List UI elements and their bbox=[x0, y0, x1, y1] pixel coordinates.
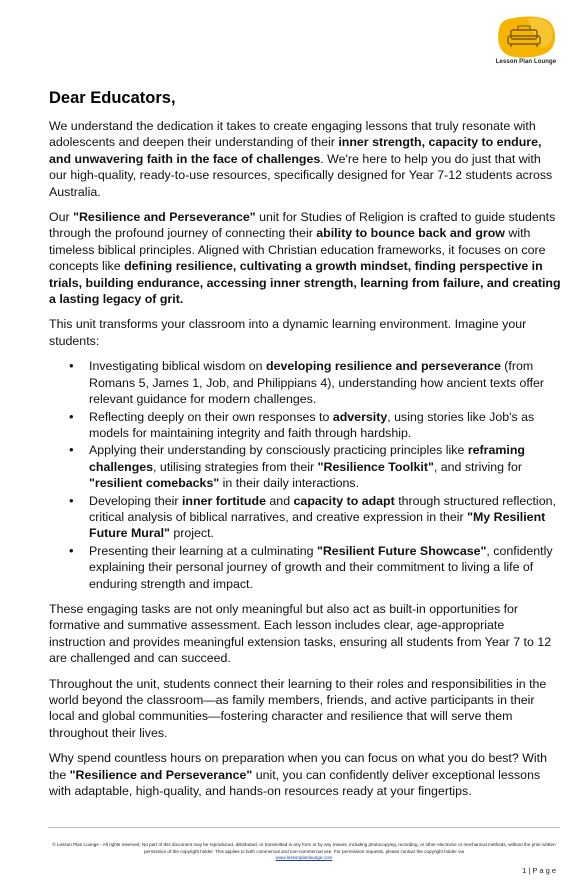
list-item bbox=[89, 543, 561, 592]
b3-bold-b: reframing challenges bbox=[89, 443, 525, 474]
b4-bold-b: inner fortitude bbox=[181, 493, 266, 508]
p1-bold-b: inner strength, capacity to endure, and unwavering faith in the face of challenges bbox=[49, 135, 542, 166]
transform-paragraph: This unit transforms your classroom into a dynamic learning environment. Imagine your students: bbox=[49, 317, 527, 348]
p2-text-a: Our bbox=[49, 210, 74, 225]
p2-bold-b: "Resilience and Perseverance" bbox=[73, 210, 256, 225]
b4-text-g: project. bbox=[169, 526, 214, 541]
connection-paragraph: Throughout the unit, students connect their learning to their roles and responsibilities in the world beyond the classroom—as family members, friends, and active participants in their local and global communities—fostering character and resilience that will serve them throughout their lives. bbox=[49, 676, 547, 740]
p2-bold-d: ability to bounce back and grow bbox=[316, 226, 505, 241]
p2-text-e: with timeless biblical principles. Aligned with Christian education frameworks, it focuses on core concepts like bbox=[49, 226, 546, 274]
unit-paragraph bbox=[49, 209, 561, 307]
student-activities-list bbox=[49, 358, 561, 592]
b4-bold-d: capacity to adapt bbox=[293, 493, 395, 508]
assessment-paragraph: These engaging tasks are not only meaningful but also act as built-in opportunities for formative and summative assessment. Each lesson includes clear, age-appropriate instruction and provides meaningful extension tasks, ensuring all students from Year 7 to 12 are challenged and can succeed. bbox=[49, 601, 552, 666]
b3-bold-f: "resilient comebacks" bbox=[89, 476, 220, 491]
b4-bold-f: "My Resilient Future Mural" bbox=[89, 509, 546, 541]
b4-text-c: and bbox=[265, 493, 294, 508]
closing-paragraph bbox=[49, 750, 561, 799]
footer-divider bbox=[48, 827, 560, 828]
b3-bold-d: "Resilience Toolkit" bbox=[317, 459, 434, 474]
brand-logo bbox=[490, 16, 562, 72]
list-item bbox=[89, 493, 561, 542]
b2-text-a: Reflecting deeply on their own responses to bbox=[89, 409, 333, 424]
list-item bbox=[89, 442, 561, 491]
list-item bbox=[89, 409, 561, 442]
b5-bold-b: "Resilient Future Showcase" bbox=[316, 543, 487, 558]
b4-text-a: Developing their bbox=[89, 493, 182, 508]
copyright-footer bbox=[52, 842, 556, 862]
letter-body bbox=[49, 89, 561, 808]
website-link[interactable]: www.lessonplanlounge.com bbox=[275, 855, 333, 861]
p2-bold-f: defining resilience, cultivating a growth mindset, finding perspective in trials, building endurance, accessing inner strength, learning from failure, and creating a lasting legacy of grit. bbox=[49, 259, 561, 307]
list-item bbox=[89, 358, 561, 407]
p6-text-a: Why spend countless hours on preparation when you can focus on what you do best? With the bbox=[49, 751, 547, 782]
b1-bold-b: developing resilience and perseverance bbox=[266, 359, 501, 374]
b3-text-g: in their daily interactions. bbox=[219, 476, 360, 491]
p6-text-c: unit, you can confidently deliver exceptional lessons with adaptable, high-quality, and hands-on resources ready at your fingertips. bbox=[49, 767, 541, 799]
b3-text-e: , and striving for bbox=[433, 459, 522, 474]
sofa-logo-icon bbox=[494, 16, 556, 58]
copyright-text: © Lesson Plan Lounge - All rights reserved. No part of this document may be reproduced, distributed, or transmitted in any form or by any means, including photocopying, recording, or other electronic or mechanical methods, without the prior written permission of the copyright holder. This applies to both commercial and non-commercial use. For permission requests, please contact the copyright holder via bbox=[52, 842, 556, 854]
p6-bold-b: "Resilience and Perseverance" bbox=[69, 767, 253, 782]
p2-text-c: unit for Studies of Religion is crafted to guide students through the profound journey of connecting their bbox=[49, 210, 556, 241]
intro-paragraph bbox=[49, 118, 561, 200]
p1-text-c: . We're here to help you do just that with our high-quality, ready-to-use resources, specifically designed for Year 7-12 students across Australia. bbox=[49, 151, 553, 199]
b2-bold-b: adversity bbox=[332, 409, 388, 424]
b4-text-e: through structured reflection, critical analysis of biblical narratives, and creative expression in their bbox=[89, 493, 556, 524]
p1-text-a: We understand the dedication it takes to create engaging lessons that truly resonate with adolescents and deepen their understanding of their bbox=[49, 119, 536, 150]
b2-text-c: , using stories like Job's as models for maintaining integrity and faith through hardship. bbox=[89, 409, 535, 440]
b3-text-c: , utilising strategies from their bbox=[153, 459, 318, 474]
b1-text-c: (from Romans 5, James 1, Job, and Philippians 4), understanding how ancient texts offer relevant guidance for modern challenges. bbox=[89, 359, 545, 407]
b3-text-a: Applying their understanding by consciously practicing principles like bbox=[89, 443, 468, 458]
b5-text-c: , confidently explaining their personal journey of growth and their commitment to living a life of enduring strength and impact. bbox=[89, 543, 553, 591]
page-number: 1 | P a g e bbox=[522, 866, 556, 875]
logo-text: Lesson Plan Lounge bbox=[495, 59, 557, 65]
letter-heading: Dear Educators, bbox=[49, 89, 176, 107]
b5-text-a: Presenting their learning at a culminating bbox=[89, 543, 317, 558]
b1-text-a: Investigating biblical wisdom on bbox=[89, 359, 267, 374]
